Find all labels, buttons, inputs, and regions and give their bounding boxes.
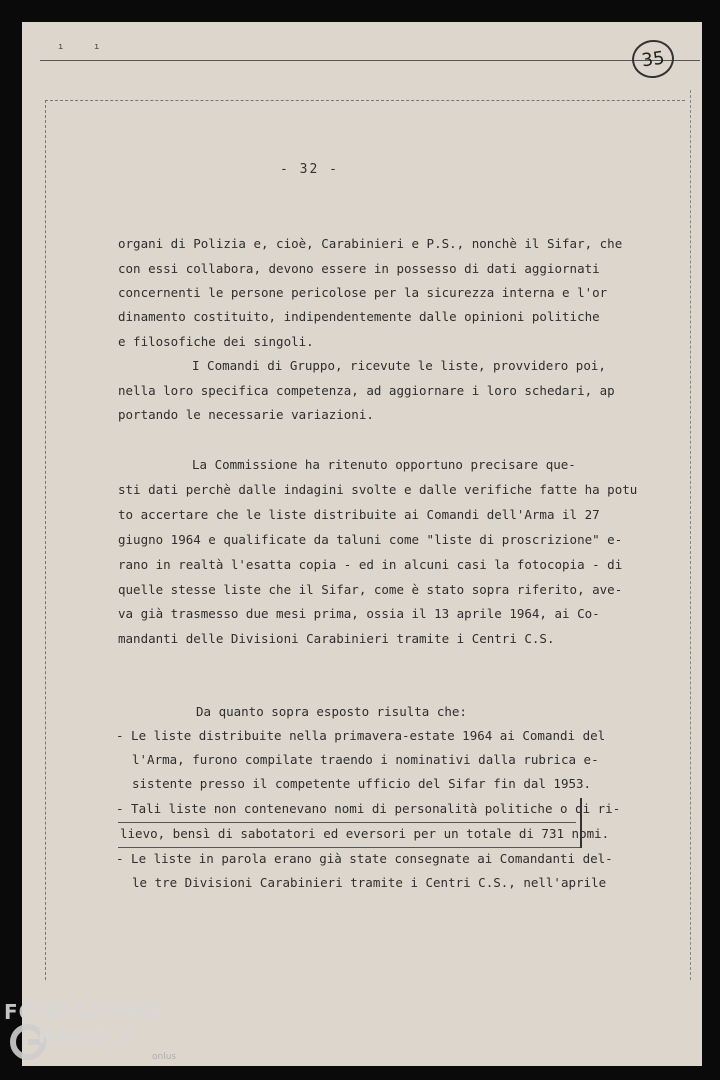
- text-line: con essi collabora, devono essere in possesso di dati aggiornati: [118, 261, 600, 276]
- text-line: portando le necessarie variazioni.: [118, 407, 374, 422]
- text-line: le tre Divisioni Carabinieri tramite i Centri C.S., nell'aprile: [132, 875, 607, 890]
- text-line: e filosofiche dei singoli.: [118, 334, 314, 349]
- text-line: giugno 1964 e qualificate da taluni come "liste di proscrizione" e-: [118, 532, 623, 547]
- watermark-line1: FONDAZIONE: [4, 1000, 163, 1024]
- text-line: va già trasmesso due mesi prima, ossia il 13 aprile 1964, ai Co-: [118, 606, 600, 621]
- watermark-line2: RAMSCI: [38, 1024, 132, 1048]
- watermark-suffix: onlus: [152, 1052, 177, 1062]
- fondazione-gramsci-watermark: [4, 1000, 204, 1076]
- handwritten-underline: [118, 822, 576, 823]
- top-rule: [40, 60, 700, 61]
- text-line: l'Arma, furono compilate traendo i nominativi dalla rubrica e-: [132, 752, 599, 767]
- text-line: quelle stesse liste che il Sifar, come è stato sopra riferito, ave-: [118, 582, 623, 597]
- handwritten-underline: [118, 847, 580, 848]
- text-line: rano in realtà l'esatta copia - ed in alcuni casi la fotocopia - di: [118, 557, 623, 572]
- frame-border-top: [45, 100, 685, 101]
- list-item: - Tali liste non contenevano nomi di personalità politiche o di ri-: [116, 801, 621, 816]
- punch-mark: ı: [58, 42, 64, 52]
- text-line: to accertare che le liste distribuite ai Comandi dell'Arma il 27: [118, 507, 600, 522]
- text-line: Da quanto sopra esposto risulta che:: [196, 704, 467, 719]
- list-item: - Le liste distribuite nella primavera-estate 1964 ai Comandi del: [116, 728, 606, 743]
- frame-border-right: [690, 90, 691, 980]
- frame-border-left: [45, 100, 46, 980]
- punch-mark: ı: [94, 42, 100, 52]
- list-item: - Le liste in parola erano già state consegnate ai Comandanti del-: [116, 851, 613, 866]
- text-line: dinamento costituito, indipendentemente dalle opinioni politiche: [118, 309, 600, 324]
- text-line: lievo, bensì di sabotatori ed eversori per un totale di 731 nomi.: [120, 826, 610, 841]
- text-line: concernenti le persone pericolose per la sicurezza interna e l'or: [118, 285, 608, 300]
- text-line: organi di Polizia e, cioè, Carabinieri e P.S., nonchè il Sifar, che: [118, 236, 623, 251]
- text-line: La Commissione ha ritenuto opportuno precisare que-: [192, 457, 576, 472]
- page-number: - 32 -: [280, 162, 339, 177]
- text-line: mandanti delle Divisioni Carabinieri tramite i Centri C.S.: [118, 631, 555, 646]
- text-line: sistente presso il competente ufficio del Sifar fin dal 1953.: [132, 776, 592, 791]
- text-line: nella loro specifica competenza, ad aggiornare i loro schedari, ap: [118, 383, 615, 398]
- text-line: I Comandi di Gruppo, ricevute le liste, provvidero poi,: [192, 358, 606, 373]
- text-line: sti dati perchè dalle indagini svolte e dalle verifiche fatte ha potu: [118, 482, 638, 497]
- margin-bracket-mark: [580, 798, 582, 848]
- archive-number-stamp: 35: [630, 37, 677, 80]
